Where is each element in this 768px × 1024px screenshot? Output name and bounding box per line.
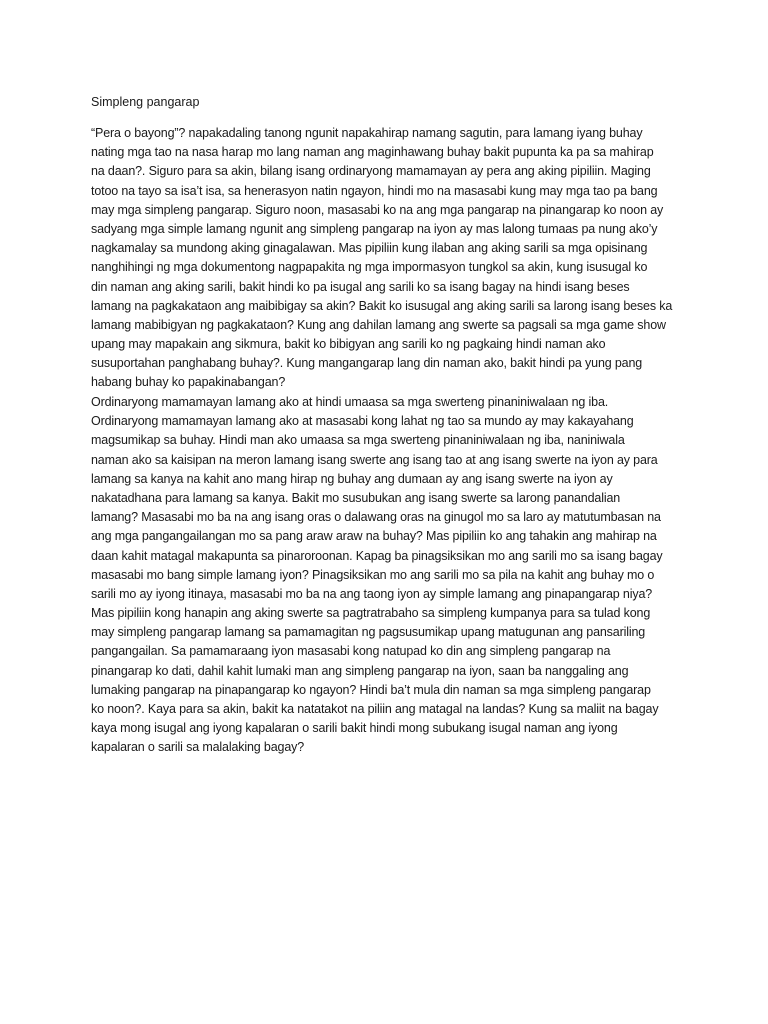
document-title: Simpleng pangarap [91,95,200,109]
paragraph-1-line: totoo na tayo sa isa’t isa, sa henerasyon natin ngayon, hindi mo na masasabi kung may mga tao pa bang [91,183,658,198]
paragraph-2-line: magsumikap sa buhay. Hindi man ako umaasa sa mga swerteng pinaniniwalaan ng iba, naniniwala [91,433,625,448]
paragraph-2-line: lamang? Masasabi mo ba na ang isang oras o dalawang oras na ginugol mo sa laro ay matutumbasan na [91,510,661,525]
paragraph-2-line: nakatadhana para lamang sa kanya. Bakit mo susubukan ang isang swerte sa larong panandalian [91,490,621,505]
paragraph-1-line: habang buhay ko papakinabangan? [91,375,286,390]
paragraph-2 [91,393,691,758]
paragraph-2-line: sarili mo ay iyong itinaya, masasabi mo ba na ang taong iyon ay simple lamang ang pinapangarap niya? [91,586,653,601]
paragraph-1-line: na daan?. Siguro para sa akin, bilang isang ordinaryong mamamayan ay pera ang aking pipiliin. Maging [91,164,651,179]
paragraph-2-line: Mas pipiliin kong hanapin ang aking swerte sa pagtratrabaho sa simpleng kumpanya para sa tulad kong [91,606,651,621]
paragraph-1-line: sadyang mga simple lamang ngunit ang simpleng pangarap na iyon ay mas lalong tumaas pa nung ako’y [91,221,658,236]
paragraph-1-line: lamang na pagkakataon ang maibibigay sa akin? Bakit ko isusugal ang aking sarili sa larong isang beses ka [91,298,673,313]
paragraph-2-line: masasabi mo bang simple lamang iyon? Pinagsiksikan mo ang sarili mo sa pila na kahit ang buhay mo o [91,567,655,582]
paragraph-2-line: lumaking pangarap na pinapangarap ko ngayon? Hindi ba’t mula din naman sa mga simpleng pangarap [91,682,651,697]
paragraph-2-line: lamang sa kanya na kahit ano mang hirap ng buhay ang dumaan ay ang isang swerte na iyon ay [91,471,613,486]
paragraph-1-line: nating mga tao na nasa harap mo lang naman ang maginhawang buhay bakit pupunta ka pa sa mahirap [91,145,654,160]
paragraph-2-line: ko noon?. Kaya para sa akin, bakit ka natatakot na piliin ang matagal na landas? Kung sa maliit na bagay [91,702,659,716]
paragraph-1-line: lamang mabibigyan ng pagkakataon? Kung ang dahilan lamang ang swerte sa pagsali sa mga game show [91,317,666,332]
paragraph-2-line: kaya mong isugal ang iyong kapalaran o sarili bakit hindi mong subukang isugal naman ang iyong [91,721,618,736]
paragraph-1 [91,124,691,393]
paragraph-2-line: Ordinaryong mamamayan lamang ako at masasabi kong lahat ng tao sa mundo ay may kakayahang [91,414,634,429]
paragraph-2-line: Ordinaryong mamamayan lamang ako at hindi umaasa sa mga swerteng pinaniniwalaan ng iba. [91,395,609,409]
paragraph-1-line: nanghihingi ng mga dokumentong nagpapakita ng mga impormasyon tungkol sa akin, kung isusugal ko [91,260,648,275]
paragraph-2-line: kapalaran o sarili sa malalaking bagay? [91,740,305,755]
paragraph-2-line: daan kahit matagal makapunta sa pinaroroonan. Kapag ba pinagsiksikan mo ang sarili mo sa isang bagay [91,548,663,563]
paragraph-1-line: susuportahan panghabang buhay?. Kung mangangarap lang din naman ako, bakit hindi pa yung pang [91,356,643,371]
paragraph-2-line: pangangailan. Sa pamamaraang iyon masasabi kong natupad ko din ang simpleng pangarap na [91,644,611,659]
paragraph-1-line: may mga simpleng pangarap. Siguro noon, masasabi ko na ang mga pangarap na pinangarap ko noon ay [91,202,664,217]
paragraph-1-line: nagkamalay sa mundong aking ginagalawan. Mas pipiliin kung ilaban ang aking sarili sa mga opisinang [91,241,648,256]
paragraph-2-line: ang mga pangangailangan mo sa pang araw araw na buhay? Mas pipiliin ko ang tahakin ang mahirap na [91,529,657,544]
paragraph-2-line: naman ako sa kaisipan na meron lamang isang swerte ang isang tao at ang isang swerte na iyon ay para [91,452,658,467]
paragraph-1-line: din naman ang aking sarili, bakit hindi ko pa isugal ang sarili ko sa isang bagay na hindi isang beses [91,279,630,294]
paragraph-1-line: “Pera o bayong”? napakadaling tanong ngunit napakahirap namang sagutin, para lamang iyang buhay [91,126,643,140]
paragraph-2-line: may simpleng pangarap lamang sa pamamagitan ng pagsusumikap upang matugunan ang pansariling [91,625,646,640]
paragraph-1-line: upang may mapakain ang sikmura, bakit ko bibigyan ang sarili ko ng pagkaing hindi naman ako [91,337,606,352]
paragraph-2-line: pinangarap ko dati, dahil kahit lumaki man ang simpleng pangarap na iyon, saan ba nanggaling ang [91,663,629,678]
